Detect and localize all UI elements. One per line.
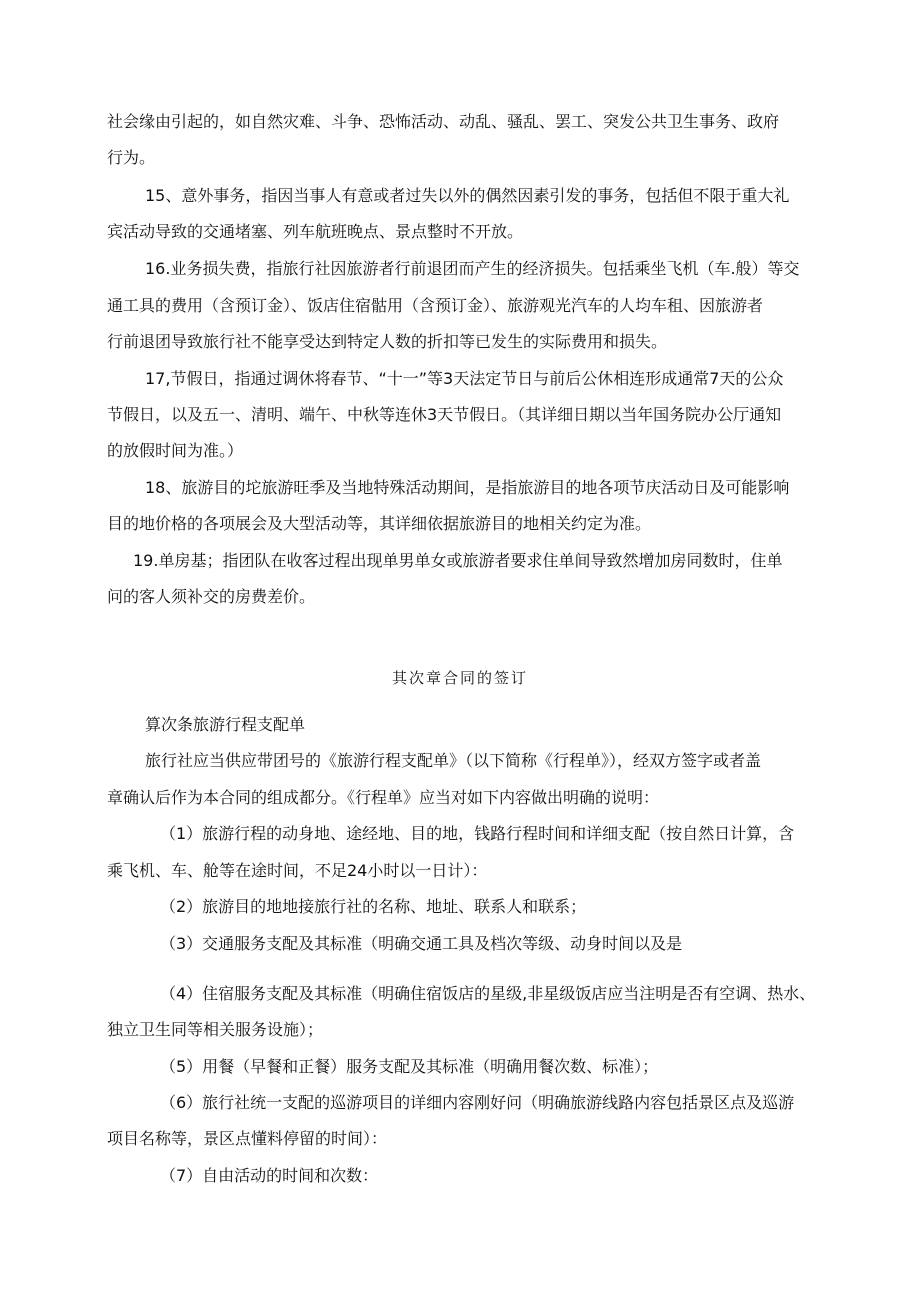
paragraph-line: 乘飞机、车、舱等在途时间，不足24小时以一日计）： (107, 861, 488, 880)
paragraph-line: 宾活动导致的交通堵塞、列车航班晚点、景点整时不开放。 (107, 222, 524, 241)
paragraph-line: 19.单房基；指团队在收客过程出现单男单女或旅游者要求住单间导致然增加房同数时，住单 (133, 551, 783, 570)
paragraph-line: 社会缘由引起的，如自然灾难、斗争、恐怖活动、动乱、骚乱、罢工、突发公共卫生事务、政府 (107, 112, 780, 131)
paragraph-line: 的放假时间为准。） (107, 441, 244, 460)
paragraph-line: 通工具的费用（含预订金）、饭店住宿骷用（含预订金）、旅游观光汽车的人均车租、因旅游者 (107, 296, 764, 315)
paragraph-line: 16.业务损失费，指旅行社因旅游者行前退团而产生的经济损失。包括乘坐飞机（车.般）等交 (145, 259, 800, 278)
paragraph-line: 章确认后作为本合同的组成都分。《行程单》应当对如下内容做出明确的说明： (107, 788, 660, 807)
list-item: （3）交通服务支配及其标准（明确交通工具及档次等级、动身时间以及是 (160, 934, 683, 953)
paragraph-line: 问的客人须补交的房费差价。 (107, 587, 316, 606)
paragraph-line: 项目名称等，景区点懂料停留的时间）： (107, 1129, 388, 1148)
paragraph-line: 15、意外事务，指因当事人有意或者过失以外的偶然因素引发的事务，包括但不限于重大礼 (145, 186, 790, 205)
paragraph-line: 18、旅游目的坨旅游旺季及当地特殊活动期间，是指旅游目的地各项节庆活动日及可能影响 (145, 478, 790, 497)
chapter-heading: 其次章合同的签订 (391, 669, 528, 687)
list-item: （6）旅行社统一支配的巡游项目的详细内容刚好问（明确旅游线路内容包括景区点及巡游 (160, 1093, 795, 1112)
list-item: （5）用餐（早餐和正餐）服务支配及其标准（明确用餐次数、标准）； (160, 1057, 659, 1076)
paragraph-line: 行前退团导致旅行社不能享受达到特定人数的折扣等已发生的实际费用和损失。 (107, 332, 668, 351)
section-title: 算次条旅游行程支配单 (145, 715, 306, 734)
list-item: （1）旅游行程的动身地、途经地、目的地，钱路行程时间和详细支配（按自然日计算，含 (160, 824, 795, 843)
paragraph-line: 独立卫生同等相关服务设施）； (107, 1020, 324, 1039)
paragraph-line: 行为。 (107, 148, 156, 167)
list-item: （4）住宿服务支配及其标准（明确住宿饭店的星级,非星级饭店应当注明是否有空调、热水、 (160, 984, 816, 1003)
paragraph-line: 目的地价格的各项展会及大型活动等，其详细依据旅游目的地相关约定为准。 (107, 514, 652, 533)
paragraph-line: 17,节假日，指通过调休将春节、“十一”等3天法定节日与前后公休相连形成通常7天的公众 (145, 369, 784, 388)
list-item: （7）自由活动的时间和次数： (160, 1166, 379, 1185)
paragraph-line: 旅行社应当供应带团号的《旅游行程支配单》（以下简称《行程单》），经双方签字或者盖 (145, 751, 762, 770)
paragraph-line: 节假日，以及五一、清明、端午、中秋等连休3天节假日。（其详细日期以当年国务院办公厅通知 (107, 405, 782, 424)
list-item: （2）旅游目的地地接旅行社的名称、地址、联系人和联系； (160, 897, 587, 916)
